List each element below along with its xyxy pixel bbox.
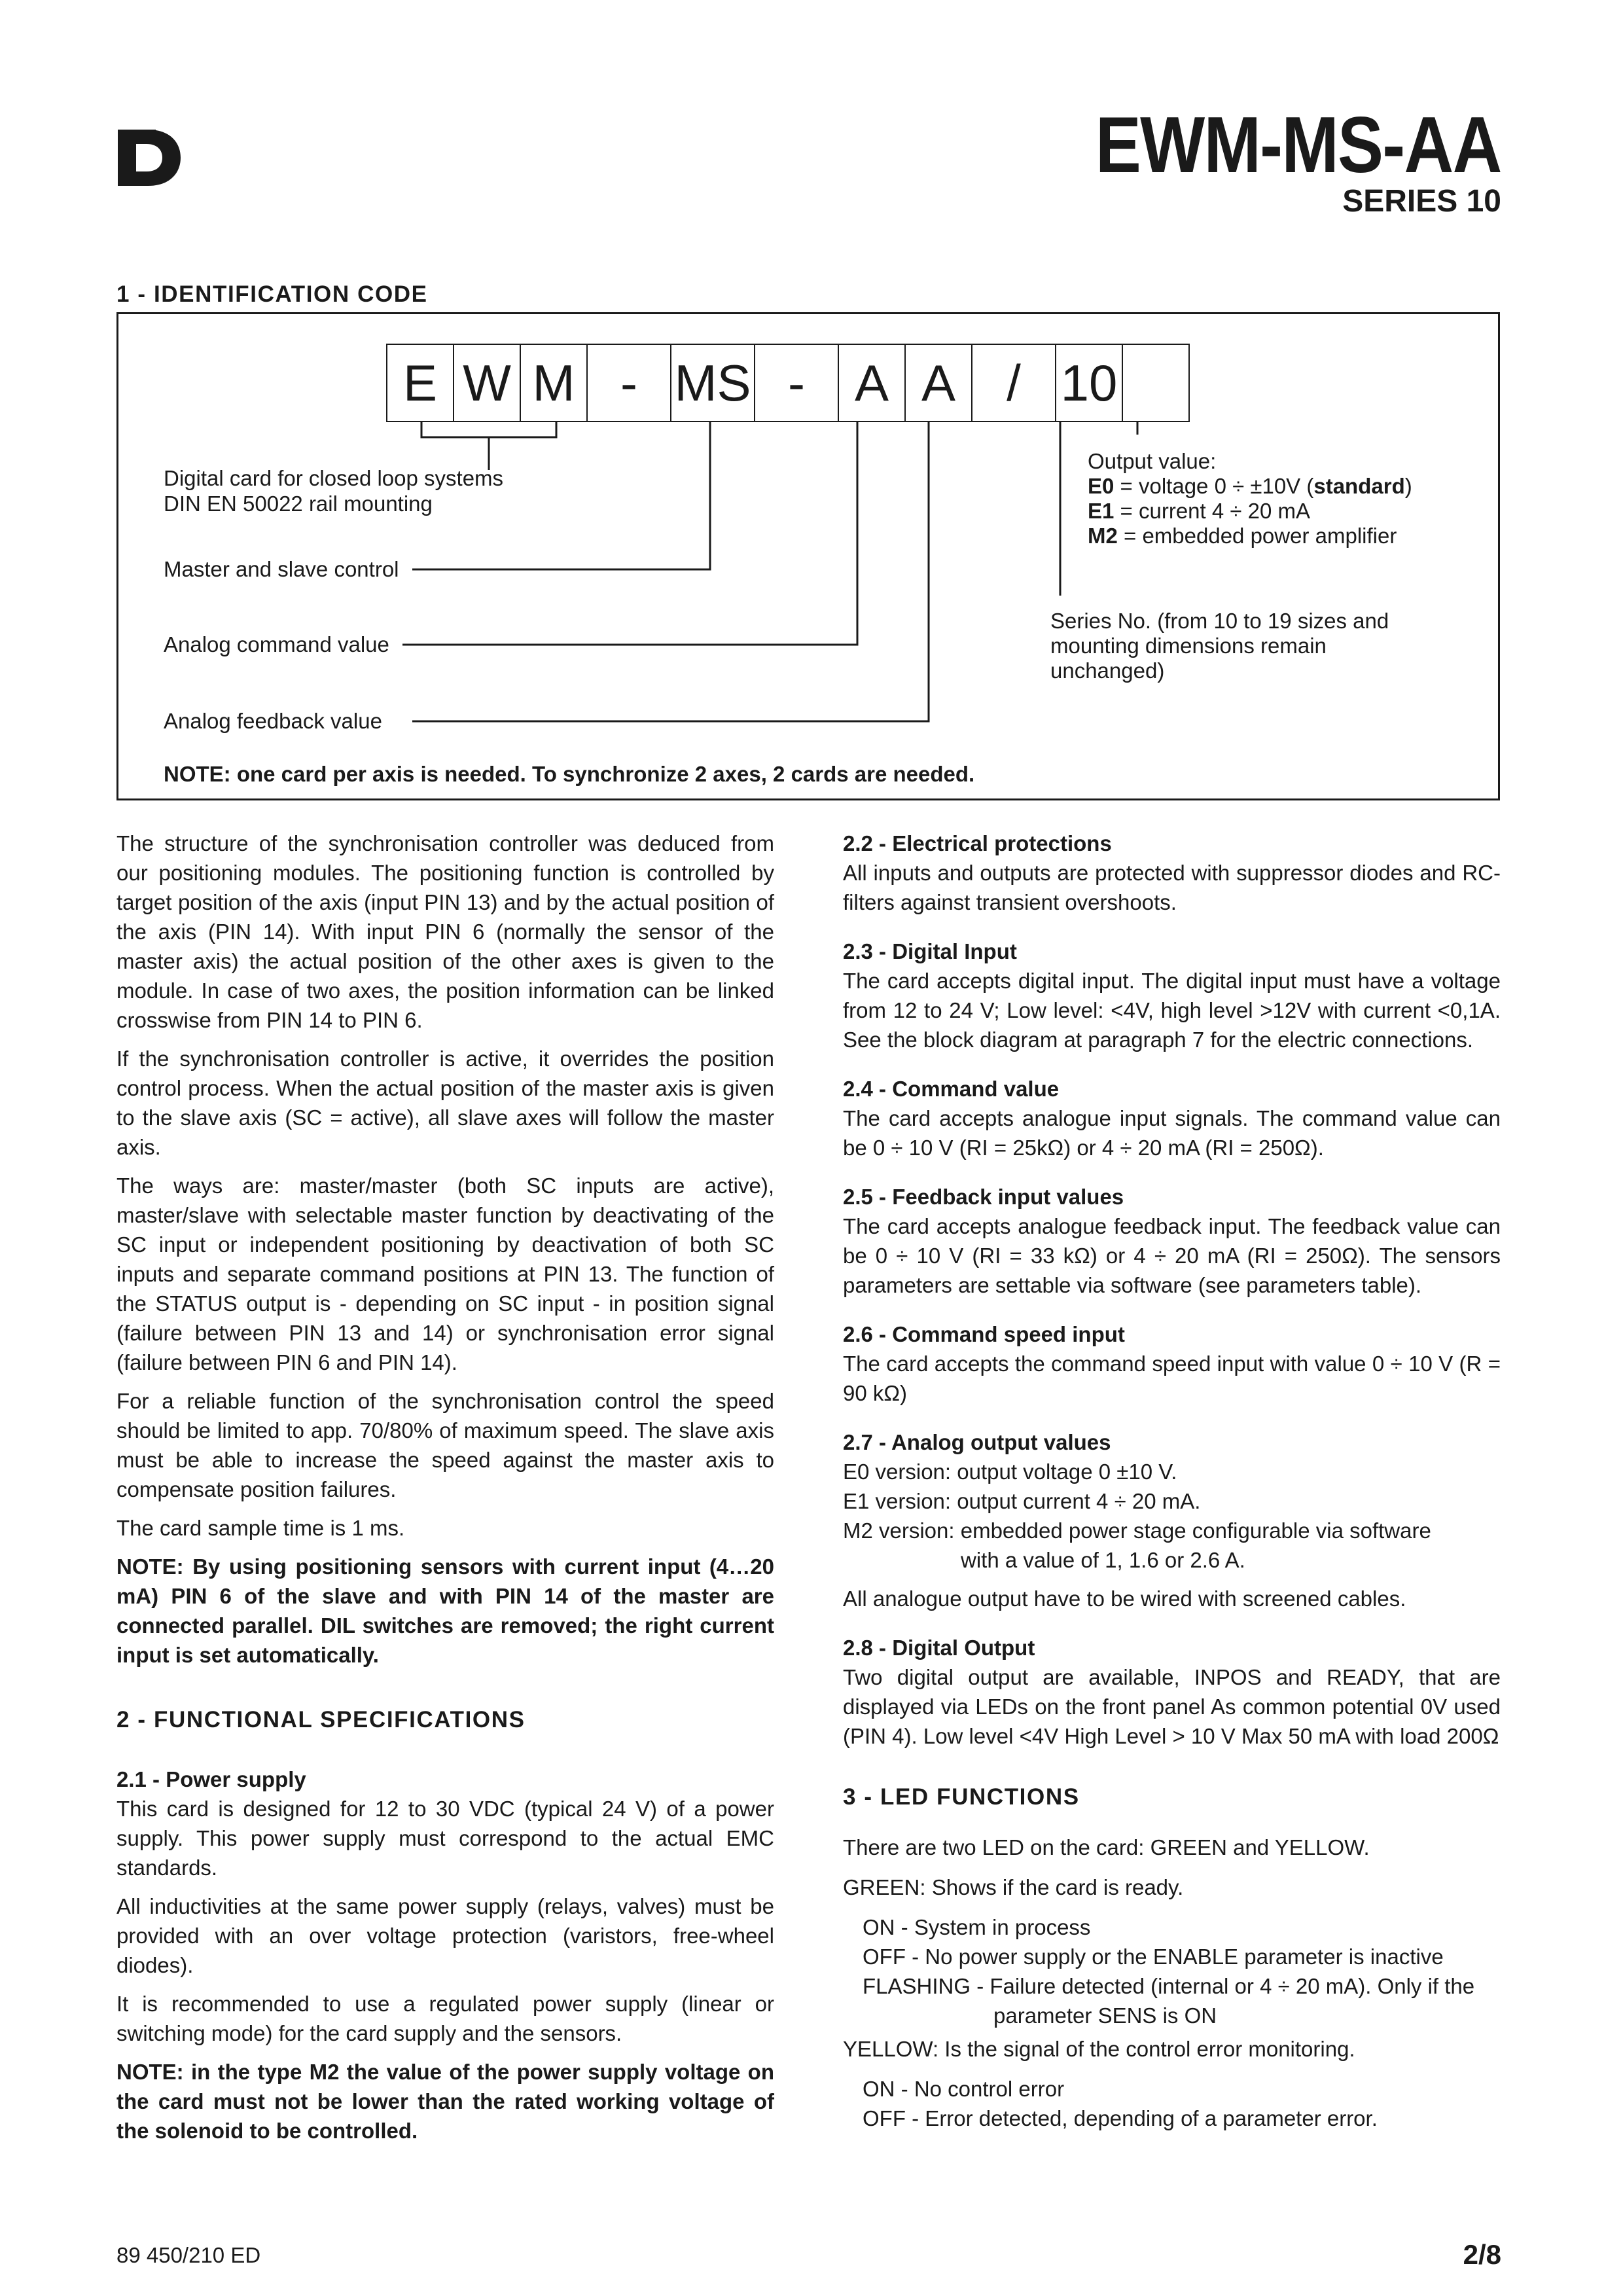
paragraph: The structure of the synchronisation controller was deduced from our positioning modules. The positioning function is controlled by target position of the axis (input PIN 13) and by the actual position of the axis (PIN 14). With input PIN 6 (normally the sensor of the master axis) the actual position of the other axes is given to the module. In case of two axes, the position information can be linked crosswise from PIN 14 to PIN 6.: [116, 831, 774, 1032]
subsection: [843, 1427, 1501, 1613]
subsection-title: 2.6 - Command speed input: [843, 1322, 1125, 1346]
code-cell: E: [386, 344, 454, 422]
code-cell: MS: [670, 344, 755, 422]
series-no-line3: unchanged): [1050, 658, 1165, 683]
series-no-line1: Series No. (from 10 to 19 sizes and: [1050, 609, 1389, 633]
paragraph: YELLOW: Is the signal of the control error monitoring.: [843, 2037, 1355, 2061]
subsection-title: 2.2 - Electrical protections: [843, 831, 1112, 855]
paragraph: The card accepts analogue input signals. The command value can be 0 ÷ 10 V (RI = 25kΩ) or 4 ÷ 20 mA (RI = 250Ω).: [843, 1106, 1501, 1160]
paragraph: The card accepts the command speed input with value 0 ÷ 10 V (R = 90 kΩ): [843, 1352, 1501, 1405]
code-cell: -: [754, 344, 839, 422]
subsection: [843, 1074, 1501, 1162]
paragraph: It is recommended to use a regulated power supply (linear or switching mode) for the card supply and the sensors.: [116, 1992, 774, 2045]
code-cell: A: [838, 344, 906, 422]
code-cell: -: [586, 344, 671, 422]
desc-feedback-value: Analog feedback value: [164, 709, 382, 733]
output-e1: E1 = current 4 ÷ 20 mA: [1088, 499, 1311, 523]
code-cell: 10: [1055, 344, 1123, 422]
paragraph: All analogue output have to be wired with screened cables.: [843, 1587, 1406, 1611]
desc-card-line2: DIN EN 50022 rail mounting: [164, 492, 433, 516]
code-cell: A: [904, 344, 972, 422]
output-m2: M2 = embedded power amplifier: [1088, 524, 1397, 548]
right-column: [843, 829, 1501, 2133]
code-cell: /: [971, 344, 1056, 422]
paragraph: For a reliable function of the synchronisation control the speed should be limited to app. 70/80% of maximum speed. The slave axis must be able to increase the speed against the master axis to compensate position failures.: [116, 1389, 774, 1501]
paragraph: The ways are: master/master (both SC inputs are active), master/slave with selectable master function by deactivating of the SC input or independent positioning by deactivation of both SC inputs and separate command positions at PIN 13. The function of the STATUS output is - depending on SC input - in position signal (failure between PIN 13 and 14) or synchronisation error signal (failure between PIN 6 and PIN 14).: [116, 1174, 774, 1374]
code-cell: [1122, 344, 1190, 422]
text-line: E1 version: output current 4 ÷ 20 mA.: [843, 1489, 1201, 1513]
subsection-title: 2.7 - Analog output values: [843, 1430, 1111, 1454]
paragraph: There are two LED on the card: GREEN and YELLOW.: [843, 1835, 1370, 1859]
paragraph: The card sample time is 1 ms.: [116, 1516, 405, 1540]
series-label: SERIES 10: [1342, 184, 1501, 219]
paragraph: All inputs and outputs are protected with suppressor diodes and RC-filters against transient overshoots.: [843, 861, 1501, 914]
desc-command-value: Analog command value: [164, 632, 389, 656]
subsection-title: 2.5 - Feedback input values: [843, 1185, 1124, 1209]
text-line: E0 version: output voltage 0 ±10 V.: [843, 1460, 1177, 1484]
subsection-title: 2.8 - Digital Output: [843, 1636, 1035, 1660]
list-item: OFF - No power supply or the ENABLE parameter is inactive: [863, 1945, 1444, 1969]
list-item: FLASHING - Failure detected (internal or 4 ÷ 20 mA). Only if the: [863, 1974, 1475, 1998]
paragraph: If the synchronisation controller is active, it overrides the position control process. When the actual position of the master axis is given to the slave axis (SC = active), all slave axes will follow the master axis.: [116, 1047, 774, 1159]
text-line: with a value of 1, 1.6 or 2.6 A.: [961, 1548, 1245, 1572]
desc-master-slave: Master and slave control: [164, 557, 399, 581]
output-e0: E0 = voltage 0 ÷ ±10V (standard): [1088, 474, 1412, 498]
text-line: M2 version: embedded power stage configurable via software: [843, 1518, 1431, 1543]
series-no-line2: mounting dimensions remain: [1050, 634, 1327, 658]
left-column: [116, 829, 774, 2155]
paragraph: GREEN: Shows if the card is ready.: [843, 1875, 1184, 1899]
list-item: ON - System in process: [863, 1915, 1091, 1939]
list-item: ON - No control error: [863, 2077, 1065, 2101]
list-item: parameter SENS is ON: [993, 2003, 1217, 2028]
output-value-title: Output value:: [1088, 449, 1217, 473]
page-number: 2/8: [1463, 2239, 1501, 2270]
paragraph: The card accepts analogue feedback input. The feedback value can be 0 ÷ 10 V (RI = 33 kΩ) or 4 ÷ 20 mA (RI = 250Ω). The sensors parameters are settable via software (see parameters table).: [843, 1214, 1501, 1297]
paragraph: The card accepts digital input. The digital input must have a voltage from 12 to 24 V; Low level: <4V, high level >12V with current <0,1A. See the block diagram at paragraph 7 for the electric connections.: [843, 969, 1501, 1052]
footer-document-code: 89 450/210 ED: [116, 2243, 261, 2267]
code-cell: M: [520, 344, 588, 422]
led-list: [843, 1833, 1501, 2133]
section-title-led: 3 - LED FUNCTIONS: [843, 1784, 1080, 1810]
code-bar: [387, 344, 1190, 422]
paragraph: Two digital output are available, INPOS and READY, that are displayed via LEDs on the front panel As common potential 0V used (PIN 4). Low level <4V High Level > 10 V Max 50 mA with load 200Ω: [843, 1665, 1501, 1748]
company-logo: [116, 128, 182, 187]
paragraph: All inductivities at the same power supply (relays, valves) must be provided with an over voltage protection (varistors, free-wheel diodes).: [116, 1894, 774, 1977]
document-title: EWM-MS-AA: [1096, 100, 1501, 189]
subsection: [843, 1633, 1501, 1751]
section-title-identification: 1 - IDENTIFICATION CODE: [116, 281, 428, 307]
subsection-title: 2.4 - Command value: [843, 1077, 1060, 1101]
subsection: [843, 1182, 1501, 1300]
section-title-functional: 2 - FUNCTIONAL SPECIFICATIONS: [116, 1707, 526, 1732]
note-paragraph: NOTE: By using positioning sensors with current input (4…20 mA) PIN 6 of the slave and with PIN 14 of the master are connected parallel. DIL switches are removed; the right current input is set automatically.: [116, 1554, 774, 1667]
identification-note: NOTE: one card per axis is needed. To synchronize 2 axes, 2 cards are needed.: [164, 762, 975, 786]
desc-card-line1: Digital card for closed loop systems: [164, 466, 504, 490]
code-cell: W: [453, 344, 521, 422]
subsection: [843, 1319, 1501, 1408]
note-paragraph: NOTE: in the type M2 the value of the power supply voltage on the card must not be lower than the rated working voltage of the solenoid to be controlled.: [116, 2060, 774, 2143]
subsection: [843, 937, 1501, 1054]
list-item: OFF - Error detected, depending of a parameter error.: [863, 2106, 1378, 2130]
subsection: [843, 829, 1501, 917]
subsection-title: 2.1 - Power supply: [116, 1767, 306, 1791]
paragraph: This card is designed for 12 to 30 VDC (typical 24 V) of a power supply. This power supply must correspond to the actual EMC standards.: [116, 1797, 774, 1880]
subsection-title: 2.3 - Digital Input: [843, 939, 1017, 963]
